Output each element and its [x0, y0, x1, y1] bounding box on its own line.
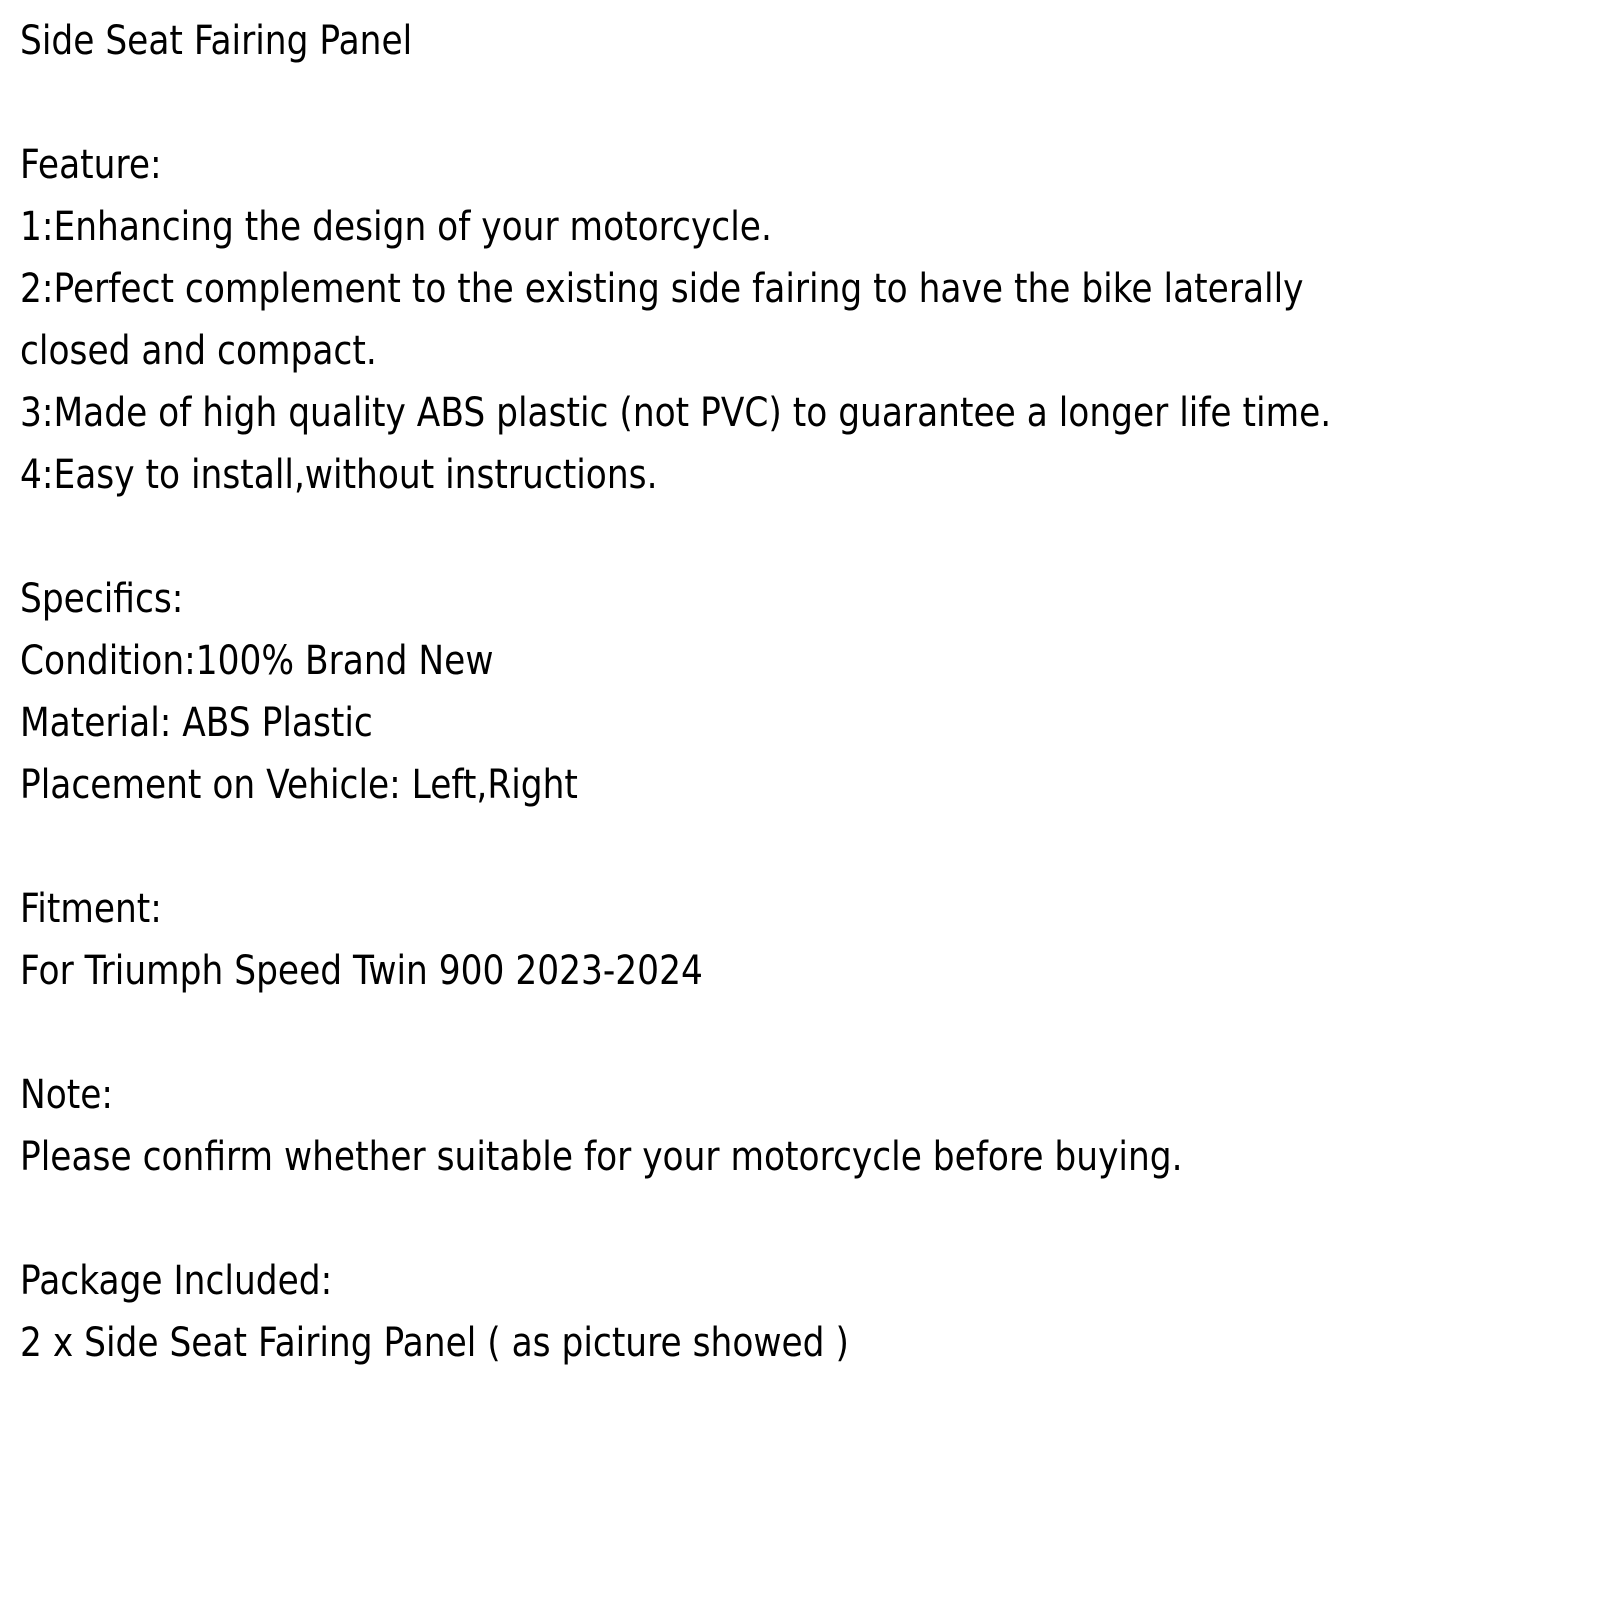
feature-item: 2:Perfect complement to the existing side fairing to have the bike laterally — [20, 266, 1304, 312]
note-heading: Note: — [20, 1072, 114, 1118]
feature-item: 3:Made of high quality ABS plastic (not PVC) to guarantee a longer life time. — [20, 390, 1332, 436]
package-item: 2 x Side Seat Fairing Panel ( as picture showed ) — [20, 1320, 849, 1366]
feature-section — [20, 134, 1362, 506]
spacer — [20, 1002, 1362, 1064]
package-heading: Package Included: — [20, 1258, 333, 1304]
spacer — [20, 1188, 1362, 1250]
document-title: Side Seat Fairing Panel — [20, 18, 413, 64]
fitment-section — [20, 878, 1362, 1002]
specifics-item: Condition:100% Brand New — [20, 638, 494, 684]
feature-item: 1:Enhancing the design of your motorcycle. — [20, 204, 772, 250]
feature-item: 4:Easy to install,without instructions. — [20, 452, 658, 498]
package-section — [20, 1250, 1362, 1374]
specifics-item: Placement on Vehicle: Left,Right — [20, 762, 578, 808]
spacer — [20, 506, 1362, 568]
feature-item: closed and compact. — [20, 328, 377, 374]
fitment-heading: Fitment: — [20, 886, 162, 932]
note-item: Please confirm whether suitable for your motorcycle before buying. — [20, 1134, 1183, 1180]
specifics-item: Material: ABS Plastic — [20, 700, 373, 746]
note-section — [20, 1064, 1362, 1188]
spacer — [20, 72, 1362, 134]
specifics-heading: Specifics: — [20, 576, 184, 622]
specifics-section — [20, 568, 1362, 816]
spacer — [20, 816, 1362, 878]
feature-heading: Feature: — [20, 142, 162, 188]
fitment-item: For Triumph Speed Twin 900 2023-2024 — [20, 948, 703, 994]
product-description — [20, 10, 1362, 1374]
